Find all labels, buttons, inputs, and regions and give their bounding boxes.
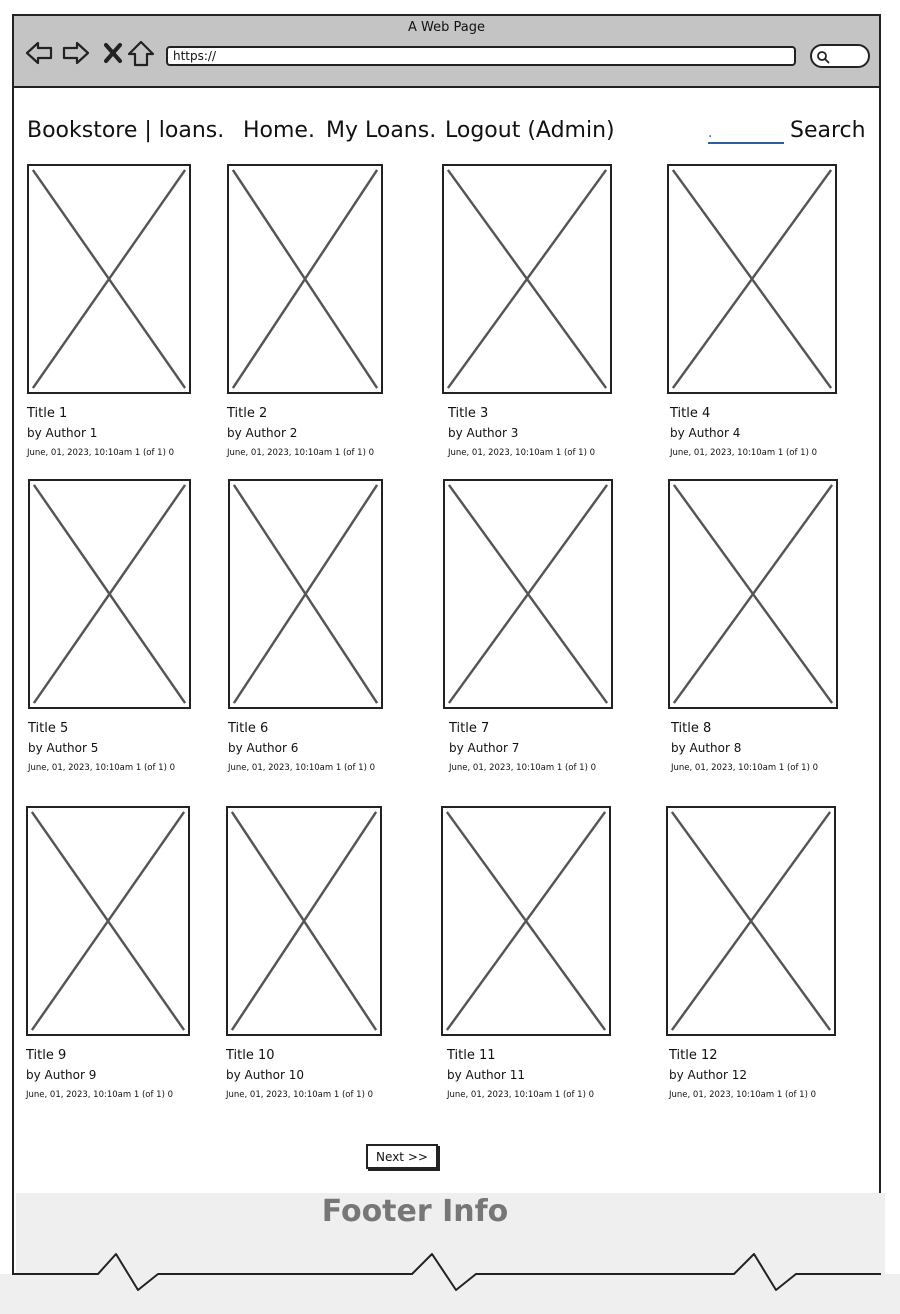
book-card xyxy=(227,164,427,464)
book-title[interactable]: Title 4 xyxy=(670,406,711,421)
book-cover-placeholder[interactable] xyxy=(226,806,382,1036)
book-cover-placeholder[interactable] xyxy=(666,806,836,1036)
book-card xyxy=(442,164,642,464)
book-cover-placeholder[interactable] xyxy=(27,164,191,394)
book-card xyxy=(441,806,641,1106)
footer-text: Footer Info xyxy=(321,1194,509,1229)
book-loan-info: June, 01, 2023, 10:10am 1 (of 1) 0 xyxy=(449,763,597,773)
book-title[interactable]: Title 11 xyxy=(447,1048,496,1063)
book-loan-info: June, 01, 2023, 10:10am 1 (of 1) 0 xyxy=(447,1090,595,1100)
book-cover-placeholder[interactable] xyxy=(442,164,612,394)
image-placeholder-icon xyxy=(670,481,836,707)
book-author: by Author 11 xyxy=(447,1068,526,1082)
nav-link-logout[interactable]: Logout (Admin) xyxy=(445,118,615,143)
search-button[interactable]: Search xyxy=(790,118,866,143)
image-placeholder-icon xyxy=(669,166,835,392)
book-title[interactable]: Title 7 xyxy=(449,721,490,736)
book-loan-info: June, 01, 2023, 10:10am 1 (of 1) 0 xyxy=(226,1090,374,1100)
torn-page-edge xyxy=(0,1240,900,1314)
book-title[interactable]: Title 9 xyxy=(26,1048,67,1063)
book-title[interactable]: Title 1 xyxy=(27,406,68,421)
image-placeholder-icon xyxy=(443,808,609,1034)
book-author: by Author 10 xyxy=(226,1068,305,1082)
book-card xyxy=(667,164,867,464)
book-author: by Author 3 xyxy=(448,426,519,440)
book-card xyxy=(26,806,226,1106)
image-placeholder-icon xyxy=(229,166,381,392)
home-icon[interactable] xyxy=(126,38,156,68)
book-title[interactable]: Title 5 xyxy=(28,721,69,736)
book-author: by Author 1 xyxy=(27,426,98,440)
next-page-button[interactable]: Next >> xyxy=(366,1144,438,1169)
search-input[interactable] xyxy=(708,124,784,144)
browser-chrome xyxy=(14,16,879,88)
book-loan-info: June, 01, 2023, 10:10am 1 (of 1) 0 xyxy=(669,1090,817,1100)
book-card xyxy=(27,164,227,464)
book-author: by Author 5 xyxy=(28,741,99,755)
book-loan-info: June, 01, 2023, 10:10am 1 (of 1) 0 xyxy=(671,763,819,773)
book-cover-placeholder[interactable] xyxy=(443,479,613,709)
nav-link-my-loans[interactable]: My Loans. xyxy=(326,118,437,143)
book-loan-info: June, 01, 2023, 10:10am 1 (of 1) 0 xyxy=(228,763,376,773)
image-placeholder-icon xyxy=(30,481,189,707)
book-title[interactable]: Title 6 xyxy=(228,721,269,736)
book-title[interactable]: Title 3 xyxy=(448,406,489,421)
image-placeholder-icon xyxy=(445,481,611,707)
book-title[interactable]: Title 10 xyxy=(226,1048,275,1063)
image-placeholder-icon xyxy=(228,808,380,1034)
image-placeholder-icon xyxy=(28,808,188,1034)
book-author: by Author 4 xyxy=(670,426,741,440)
forward-arrow-icon[interactable] xyxy=(61,38,91,68)
book-cover-placeholder[interactable] xyxy=(28,479,191,709)
brand-title: Bookstore | loans. xyxy=(27,118,225,143)
book-card xyxy=(666,806,866,1106)
book-loan-info: June, 01, 2023, 10:10am 1 (of 1) 0 xyxy=(448,448,596,458)
book-cover-placeholder[interactable] xyxy=(667,164,837,394)
url-bar[interactable]: https:// xyxy=(166,46,796,66)
book-card xyxy=(226,806,426,1106)
back-arrow-icon[interactable] xyxy=(24,38,54,68)
image-placeholder-icon xyxy=(668,808,834,1034)
book-card xyxy=(668,479,868,779)
book-loan-info: June, 01, 2023, 10:10am 1 (of 1) 0 xyxy=(670,448,818,458)
book-card xyxy=(443,479,643,779)
book-author: by Author 9 xyxy=(26,1068,97,1082)
book-loan-info: June, 01, 2023, 10:10am 1 (of 1) 0 xyxy=(26,1090,174,1100)
image-placeholder-icon xyxy=(444,166,610,392)
search-icon xyxy=(816,50,830,64)
book-cover-placeholder[interactable] xyxy=(441,806,611,1036)
book-cover-placeholder[interactable] xyxy=(26,806,190,1036)
book-author: by Author 2 xyxy=(227,426,298,440)
book-loan-info: June, 01, 2023, 10:10am 1 (of 1) 0 xyxy=(28,763,176,773)
book-author: by Author 8 xyxy=(671,741,742,755)
browser-search-field[interactable] xyxy=(810,44,870,68)
image-placeholder-icon xyxy=(230,481,381,707)
book-title[interactable]: Title 12 xyxy=(669,1048,718,1063)
book-cover-placeholder[interactable] xyxy=(668,479,838,709)
book-title[interactable]: Title 8 xyxy=(671,721,712,736)
nav-link-home[interactable]: Home. xyxy=(243,118,315,143)
image-placeholder-icon xyxy=(29,166,189,392)
close-x-icon[interactable] xyxy=(98,38,128,68)
window-title: A Web Page xyxy=(408,20,485,35)
book-title[interactable]: Title 2 xyxy=(227,406,268,421)
book-author: by Author 7 xyxy=(449,741,520,755)
book-cover-placeholder[interactable] xyxy=(228,479,383,709)
book-loan-info: June, 01, 2023, 10:10am 1 (of 1) 0 xyxy=(27,448,175,458)
book-author: by Author 12 xyxy=(669,1068,748,1082)
book-card xyxy=(28,479,228,779)
book-author: by Author 6 xyxy=(228,741,299,755)
book-card xyxy=(228,479,428,779)
book-cover-placeholder[interactable] xyxy=(227,164,383,394)
book-loan-info: June, 01, 2023, 10:10am 1 (of 1) 0 xyxy=(227,448,375,458)
